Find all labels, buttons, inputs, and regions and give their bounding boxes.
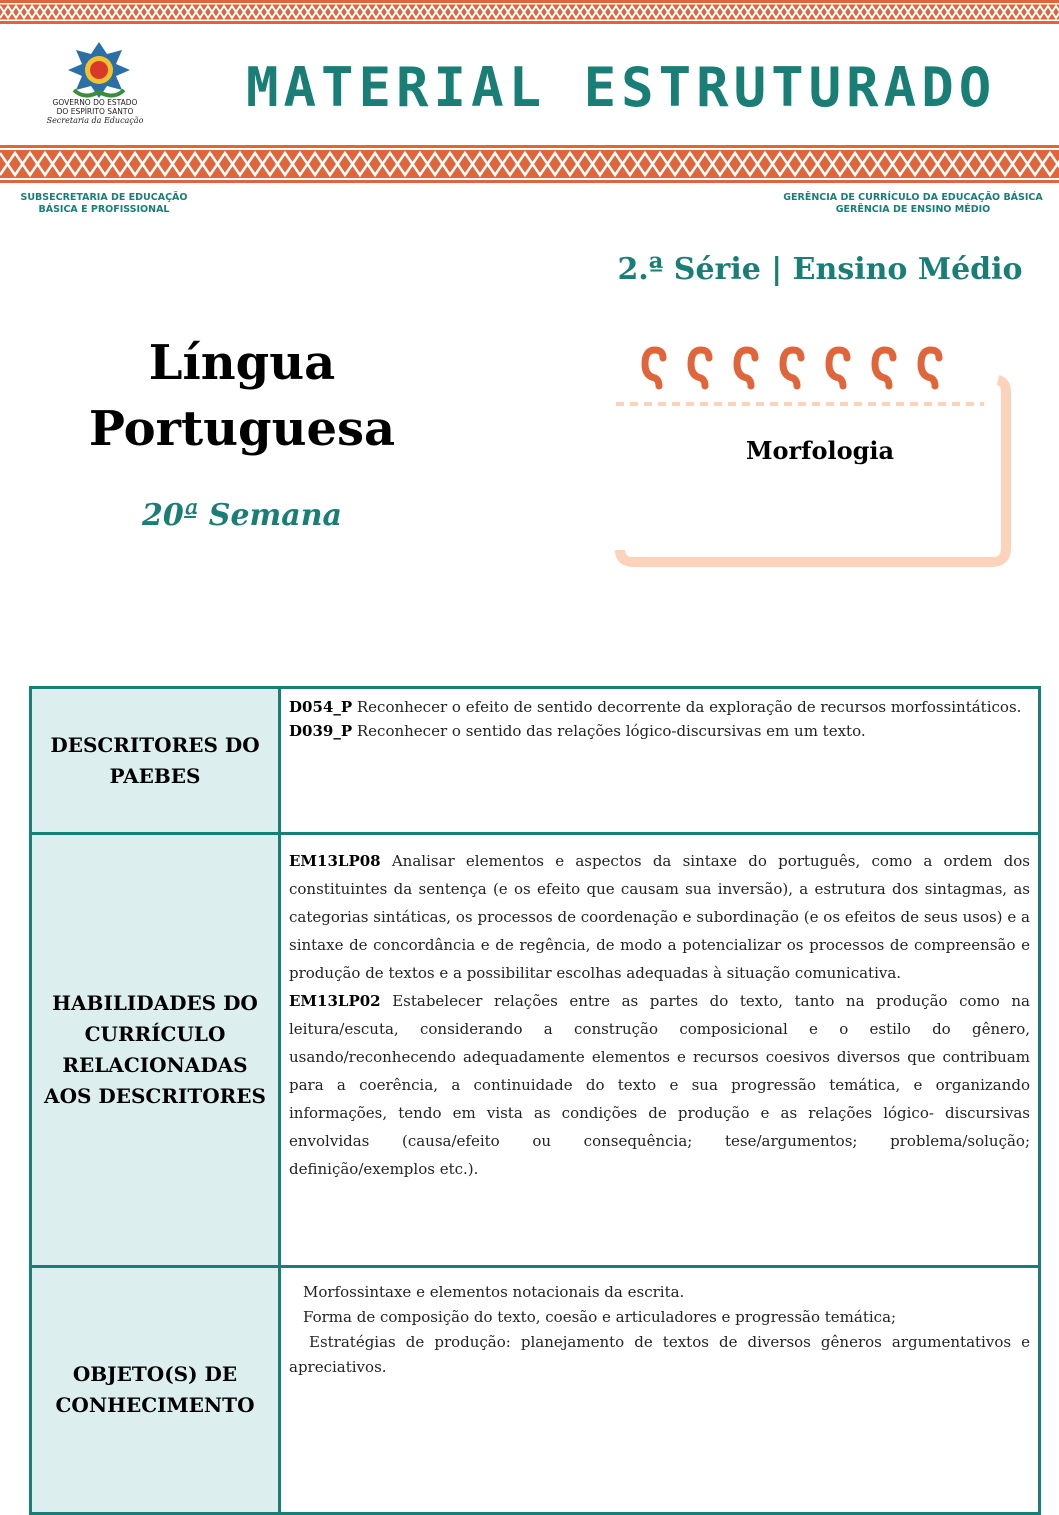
notebook-ring [921,350,939,386]
notebook-ring [829,350,847,386]
notebook-ring [783,350,801,386]
subsecretaria-label [14,192,194,216]
habilidade-item [289,987,1030,1183]
habilidades-label: HABILIDADES DO CURRÍCULO RELACIONADAS AOS DESCRITORES [31,834,280,1267]
descritor-item [289,695,1030,719]
gerencia-line-2: GERÊNCIA DE ENSINO MÉDIO [835,204,991,215]
descritor-code: D054_P [289,698,353,716]
habilidade-item [289,847,1030,987]
logo-line-2: DO ESPÍRITO SANTO [56,107,134,116]
gerencia-label [770,192,1056,216]
objeto-item: Estratégias de produção: planejamento de textos de diversos gêneros argumentativos e apreciativos. [289,1333,1030,1376]
logo-line-1: GOVERNO DO ESTADO [52,98,138,107]
table-row-objetos [31,1267,1040,1514]
objetos-content [280,1267,1040,1514]
topic-label: Morfologia [745,436,895,465]
serie-title: 2.ª Série | Ensino Médio [617,252,1023,287]
top-ornamental-band [0,0,1059,24]
descritores-content [280,688,1040,834]
subsecretaria-line-2: BÁSICA E PROFISSIONAL [38,204,170,215]
subject-line-2: Portuguesa [88,401,396,457]
table-row-descritores [31,688,1040,834]
habilidade-code: EM13LP08 [289,852,381,870]
habilidade-text: Analisar elementos e aspectos da sintaxe do português, como a ordem dos constituintes da sentença (e os efeito que causam sua inversão), a estrutura dos sintagmas, as categorias sintáticas, os processos de coordenação e subordinação (e os efeitos de seus usos) e a sintaxe de concordância e de regência, de modo a potencializar os processos de compreensão e produção de textos e a possibilitar escolhas adequadas à situação comunicativa. [289,852,1030,982]
gerencia-line-1: GERÊNCIA DE CURRÍCULO DA EDUCAÇÃO BÁSICA [783,192,1043,203]
objeto-item: Forma de composição do texto, coesão e articuladores e progressão temática; [303,1308,897,1326]
notebook-ring [737,350,755,386]
notebook-ring [875,350,893,386]
logo-caption [30,98,160,125]
habilidades-content [280,834,1040,1267]
subject-line-1: Língua [148,335,336,391]
descritores-label: DESCRITORES DO PAEBES [31,688,280,834]
middle-ornamental-band [0,145,1059,183]
banner-title: MATERIAL ESTRUTURADO [246,56,997,119]
logo-line-3: Secretaria da Educação [46,116,144,125]
notebook-ring [645,350,663,386]
habilidade-text: Estabelecer relações entre as partes do texto, tanto na produção como na leitura/escuta, considerando a construção composicional e o estilo do gênero, usando/reconhecendo adequadamente elementos e recursos coesivos diversos que contribuam para a coerência, a continuidade do texto e sua progressão temática, e organizando informações, tendo em vista as condições de produção e as relações lógico- discursivas envolvidas (causa/efeito ou consequência; tese/argumentos; problema/solução; definição/exemplos etc.). [289,992,1030,1178]
objetos-label: OBJETO(S) DE CONHECIMENTO [31,1267,280,1514]
objeto-item: Morfossintaxe e elementos notacionais da escrita. [303,1283,685,1301]
descritor-text: Reconhecer o efeito de sentido decorrente da exploração de recursos morfossintáticos. [352,698,1022,716]
notebook-ring [691,350,709,386]
descritor-item [289,719,1030,743]
table-row-habilidades [31,834,1040,1267]
descritor-text: Reconhecer o sentido das relações lógico-discursivas em um texto. [352,722,866,740]
descritor-code: D039_P [289,722,353,740]
subsecretaria-line-1: SUBSECRETARIA DE EDUCAÇÃO [20,192,188,203]
subject-title [60,330,424,462]
curriculum-table [29,686,1041,1515]
habilidade-code: EM13LP02 [289,992,381,1010]
week-label: 20ª Semana [142,498,342,533]
